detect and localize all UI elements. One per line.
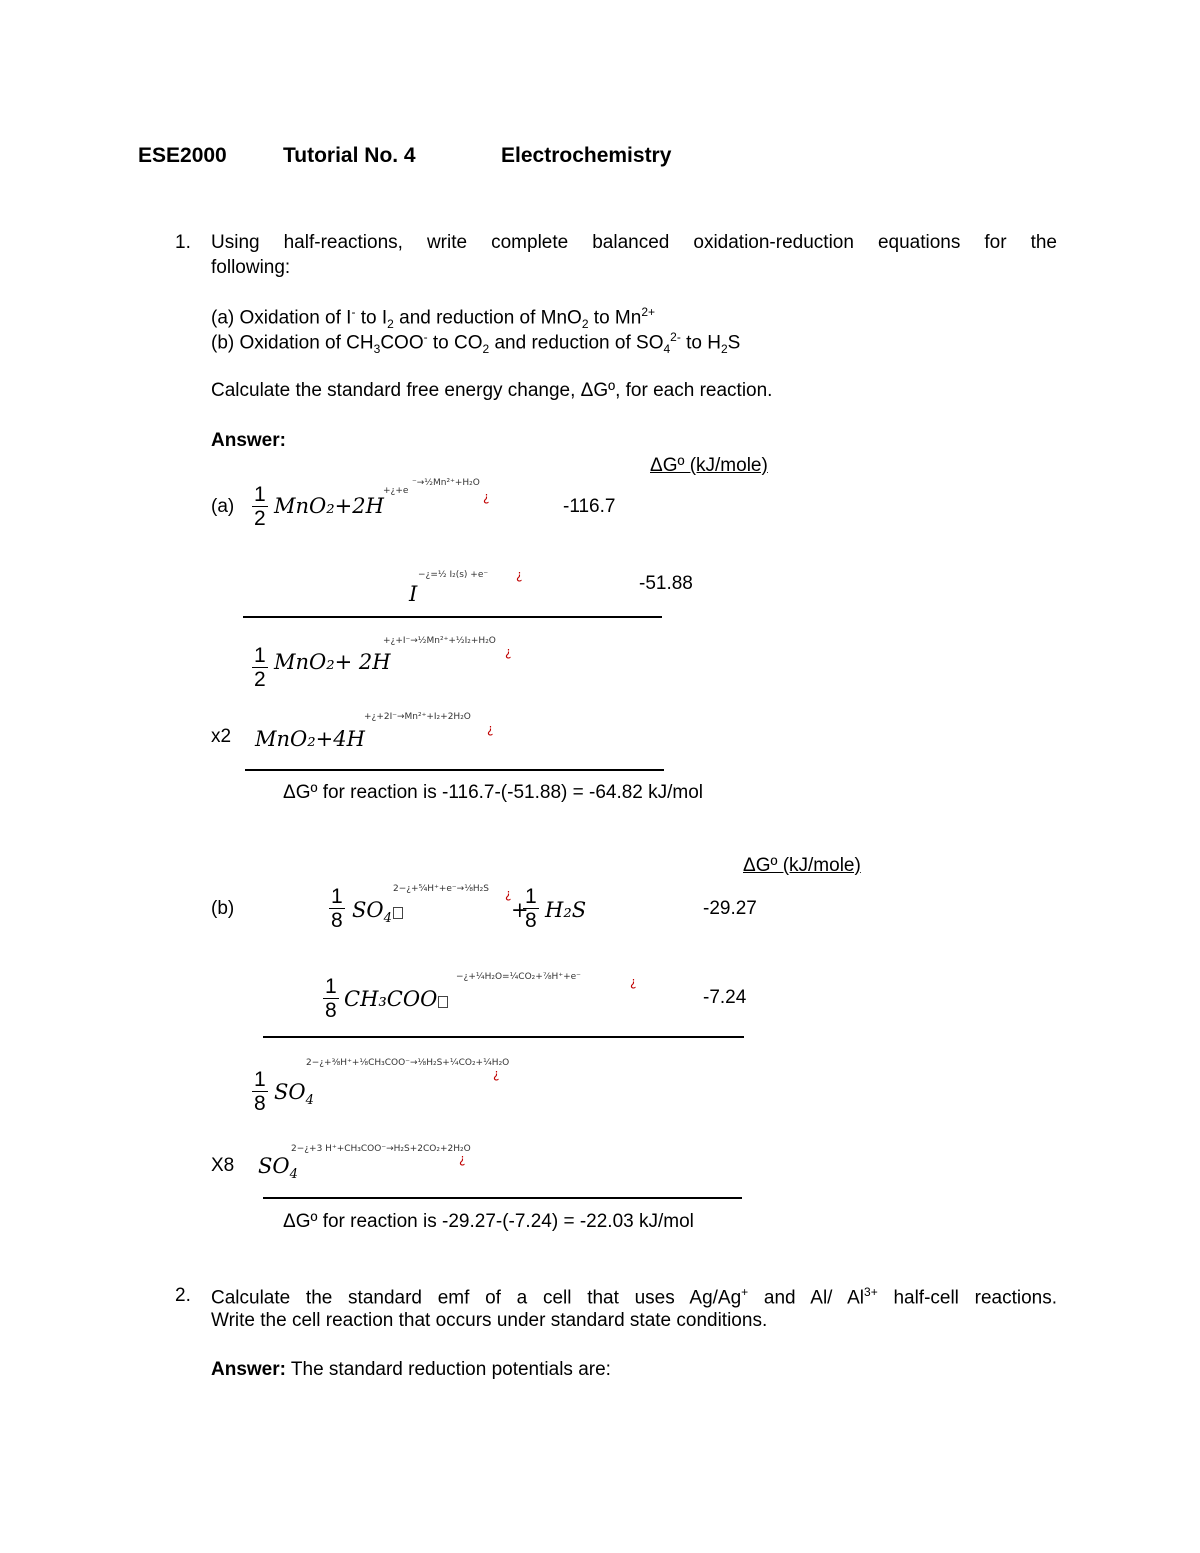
eq-a4-sup: +¿+2I⁻→Mn²⁺+I₂+2H₂O [364,712,471,722]
eq-a4-mark: ¿ [487,722,494,736]
course-code: ESE2000 [138,144,227,167]
divider-b1 [263,1036,744,1038]
fraction-b3: $\frac{1}{8}$ [254,1068,266,1115]
fraction-a1: $\frac{1}{2}$ [254,483,266,530]
eq-a3-sup: +¿+I⁻→½Mn²⁺+½I₂+H₂O [383,636,496,646]
tutorial-topic: Electrochemistry [501,144,672,167]
eq-a2-mark: ¿ [516,568,523,582]
divider-b2 [263,1197,742,1199]
q1-answer-label: Answer: [211,430,286,451]
eq-a2-sup: −¿=½ I₂(s) +e⁻ [418,570,489,580]
eq-b4-sup: 2−¿+3 H⁺+CH₃COO⁻→H₂S+2CO₂+2H₂O [291,1144,471,1154]
eq-b1-value: -29.27 [703,898,757,919]
eq-b1-plus: + [511,898,529,922]
part-b-label: (b) [211,898,235,919]
eq-a1-value: -116.7 [563,496,616,517]
eq-a1-sup: +¿+e [383,486,409,496]
q1-part-a: (a) Oxidation of I- to $I_2$ and reduction of MnO$_2$ to $Mn^{2+}$ [211,305,656,332]
eq-b4-body: $SO_4$ [258,1154,298,1183]
q2-answer: Answer: The standard reduction potentials are: [211,1359,611,1380]
dg-header-a: ΔGº (kJ/mole) [650,455,768,476]
eq-a4-body: MnO₂+4H [255,727,365,751]
eq-b2-body: CH₃COO [344,987,448,1011]
q1-line1: Using half-reactions, write complete balanced oxidation-reduction equations for the [211,232,1057,253]
divider-a1 [243,616,662,618]
tutorial-number: Tutorial No. 4 [283,144,416,167]
q2-number: 2. [175,1285,191,1306]
fraction-b1b: $\frac{1}{8}$ [525,885,537,932]
eq-b4-mark: ¿ [459,1152,466,1166]
eq-a3-body: MnO₂+ 2H [274,650,391,674]
eq-b3-mark: ¿ [493,1067,500,1081]
fraction-a3: $\frac{1}{2}$ [254,644,266,691]
eq-b1-body: $SO_4$ [352,898,403,926]
fraction-b2: $\frac{1}{8}$ [325,975,337,1022]
eq-b2-sup: −¿+¼H₂O=¼CO₂+⅞H⁺+e⁻ [456,972,581,982]
fraction-b1: $\frac{1}{8}$ [331,885,343,932]
q1-line2: following: [211,257,291,278]
eq-b2-value: -7.24 [703,987,747,1008]
eq-b1-mark: ¿ [505,887,512,901]
eq-a1-mark: ¿ [483,490,490,504]
eq-a1-tail: ⁻→½Mn²⁺+H₂O [412,478,480,488]
eq-b1-product: H₂S [545,898,587,922]
result-b: ΔGº for reaction is -29.27-(-7.24) = -22.03 kJ/mol [283,1211,694,1232]
eq-b2-mark: ¿ [630,975,637,989]
eq-b3-body: $SO_4$ [274,1080,314,1109]
mult-b: X8 [211,1155,235,1176]
missing-glyph-box [393,907,403,919]
q2-line1: Calculate the standard emf of a cell that uses Ag/Ag+ and Al/ $Al^{3+}$ half-cell reactions. [211,1285,1058,1309]
part-a-label: (a) [211,496,235,517]
result-a: ΔGº for reaction is -116.7-(-51.88) = -64.82 kJ/mol [283,782,704,803]
eq-b3-sup: 2−¿+⅜H⁺+⅛CH₃COO⁻→⅛H₂S+¼CO₂+¼H₂O [306,1058,510,1068]
missing-glyph-box [438,996,448,1008]
eq-a2-value: -51.88 [639,573,693,594]
q2-line2: Write the cell reaction that occurs under standard state conditions. [211,1310,768,1331]
eq-a3-mark: ¿ [505,645,512,659]
mult-a: x2 [211,726,232,747]
dg-header-b: ΔGº (kJ/mole) [743,855,861,876]
q1-part-b: (b) Oxidation of $CH_3COO^-$ to $CO_2$ and reduction of $SO_4^{2-}$ to $H_2S$ [211,330,741,357]
q1-number: 1. [175,232,191,253]
q1-calc-instruction: Calculate the standard free energy change, ΔGº, for each reaction. [211,380,773,401]
eq-b1-sup: 2−¿+⁵⁄₄H⁺+e⁻→⅛H₂S [393,884,490,894]
divider-a2 [245,769,664,771]
eq-a2-body: I [409,582,418,606]
eq-a1-body: MnO₂+2H [274,494,384,518]
